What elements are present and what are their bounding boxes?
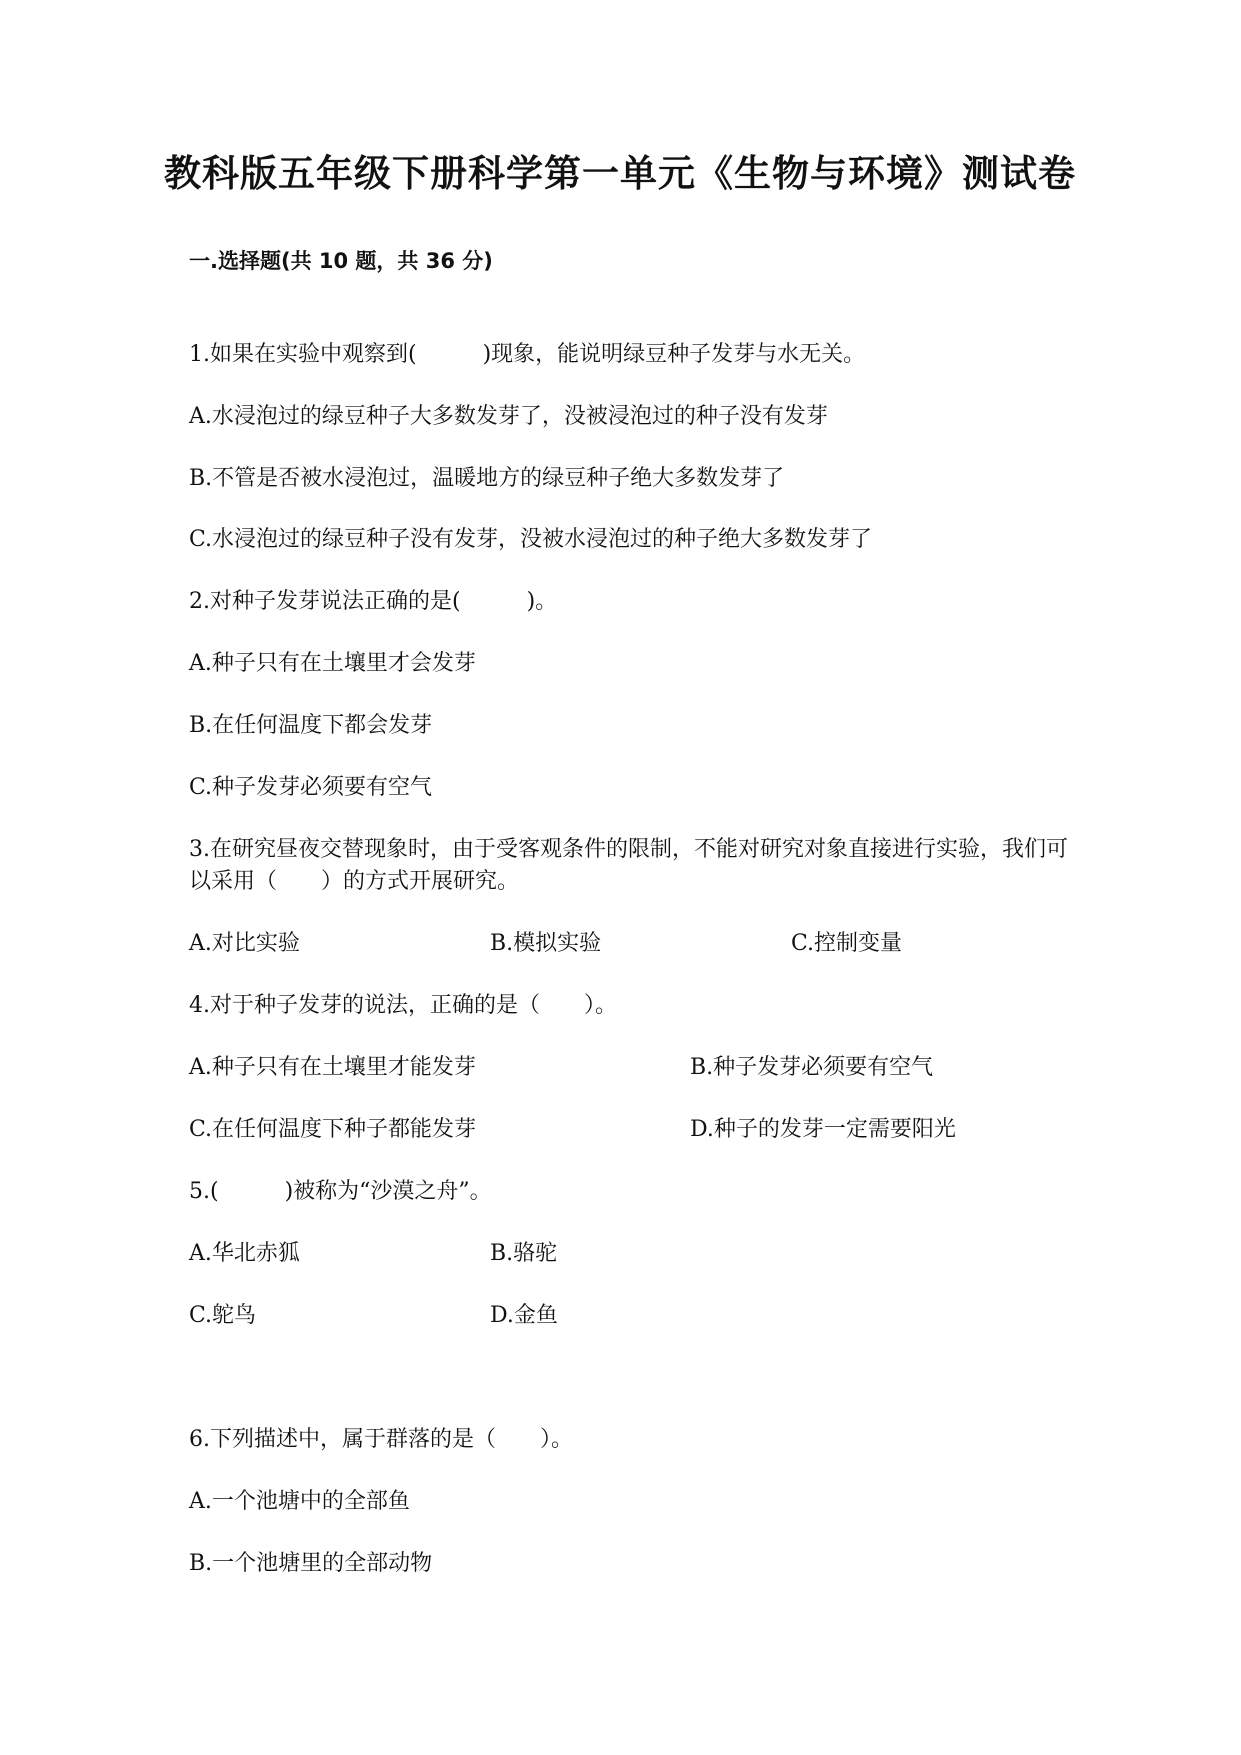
question-1-option-c[interactable]: C.水浸泡过的绿豆种子没有发芽，没被水浸泡过的种子绝大多数发芽了 (189, 527, 873, 552)
question-5-option-b[interactable]: B.骆驼 (490, 1241, 558, 1266)
question-2-stem: 2.对种子发芽说法正确的是( )。 (189, 589, 558, 614)
question-6-option-b[interactable]: B.一个池塘里的全部动物 (189, 1551, 433, 1576)
question-2-option-a[interactable]: A.种子只有在土壤里才会发芽 (189, 651, 476, 676)
question-2-option-c[interactable]: C.种子发芽必须要有空气 (189, 775, 433, 800)
question-4-option-b[interactable]: B.种子发芽必须要有空气 (690, 1055, 934, 1080)
question-1-stem: 1.如果在实验中观察到( )现象，能说明绿豆种子发芽与水无关。 (189, 342, 866, 367)
question-5-option-a[interactable]: A.华北赤狐 (189, 1241, 300, 1266)
question-6-stem: 6.下列描述中，属于群落的是（ ）。 (189, 1427, 573, 1452)
question-4-option-d[interactable]: D.种子的发芽一定需要阳光 (690, 1117, 956, 1142)
question-4-stem: 4.对于种子发芽的说法，正确的是（ ）。 (189, 993, 617, 1018)
question-5-option-c[interactable]: C.鸵鸟 (189, 1303, 257, 1328)
question-1-option-a[interactable]: A.水浸泡过的绿豆种子大多数发芽了，没被浸泡过的种子没有发芽 (189, 404, 828, 429)
question-6-option-a[interactable]: A.一个池塘中的全部鱼 (189, 1489, 410, 1514)
question-1-option-b[interactable]: B.不管是否被水浸泡过，温暖地方的绿豆种子绝大多数发芽了 (189, 466, 785, 491)
question-3-stem: 3.在研究昼夜交替现象时，由于受客观条件的限制，不能对研究对象直接进行实验，我们可以采用（ ）的方式开展研究。 (189, 837, 1068, 894)
page-title: 教科版五年级下册科学第一单元《生物与环境》测试卷 (164, 152, 1076, 195)
question-2-option-b[interactable]: B.在任何温度下都会发芽 (189, 713, 433, 738)
question-5-stem: 5.( )被称为“沙漠之舟”。 (189, 1179, 492, 1204)
question-3-option-c[interactable]: C.控制变量 (791, 931, 903, 956)
question-4-option-a[interactable]: A.种子只有在土壤里才能发芽 (189, 1055, 476, 1080)
question-3-option-a[interactable]: A.对比实验 (189, 931, 300, 956)
question-4-option-c[interactable]: C.在任何温度下种子都能发芽 (189, 1117, 477, 1142)
section-heading: 一.选择题(共 10 题，共 36 分) (189, 249, 493, 273)
question-5-option-d[interactable]: D.金鱼 (490, 1303, 558, 1328)
question-3-option-b[interactable]: B.模拟实验 (490, 931, 602, 956)
